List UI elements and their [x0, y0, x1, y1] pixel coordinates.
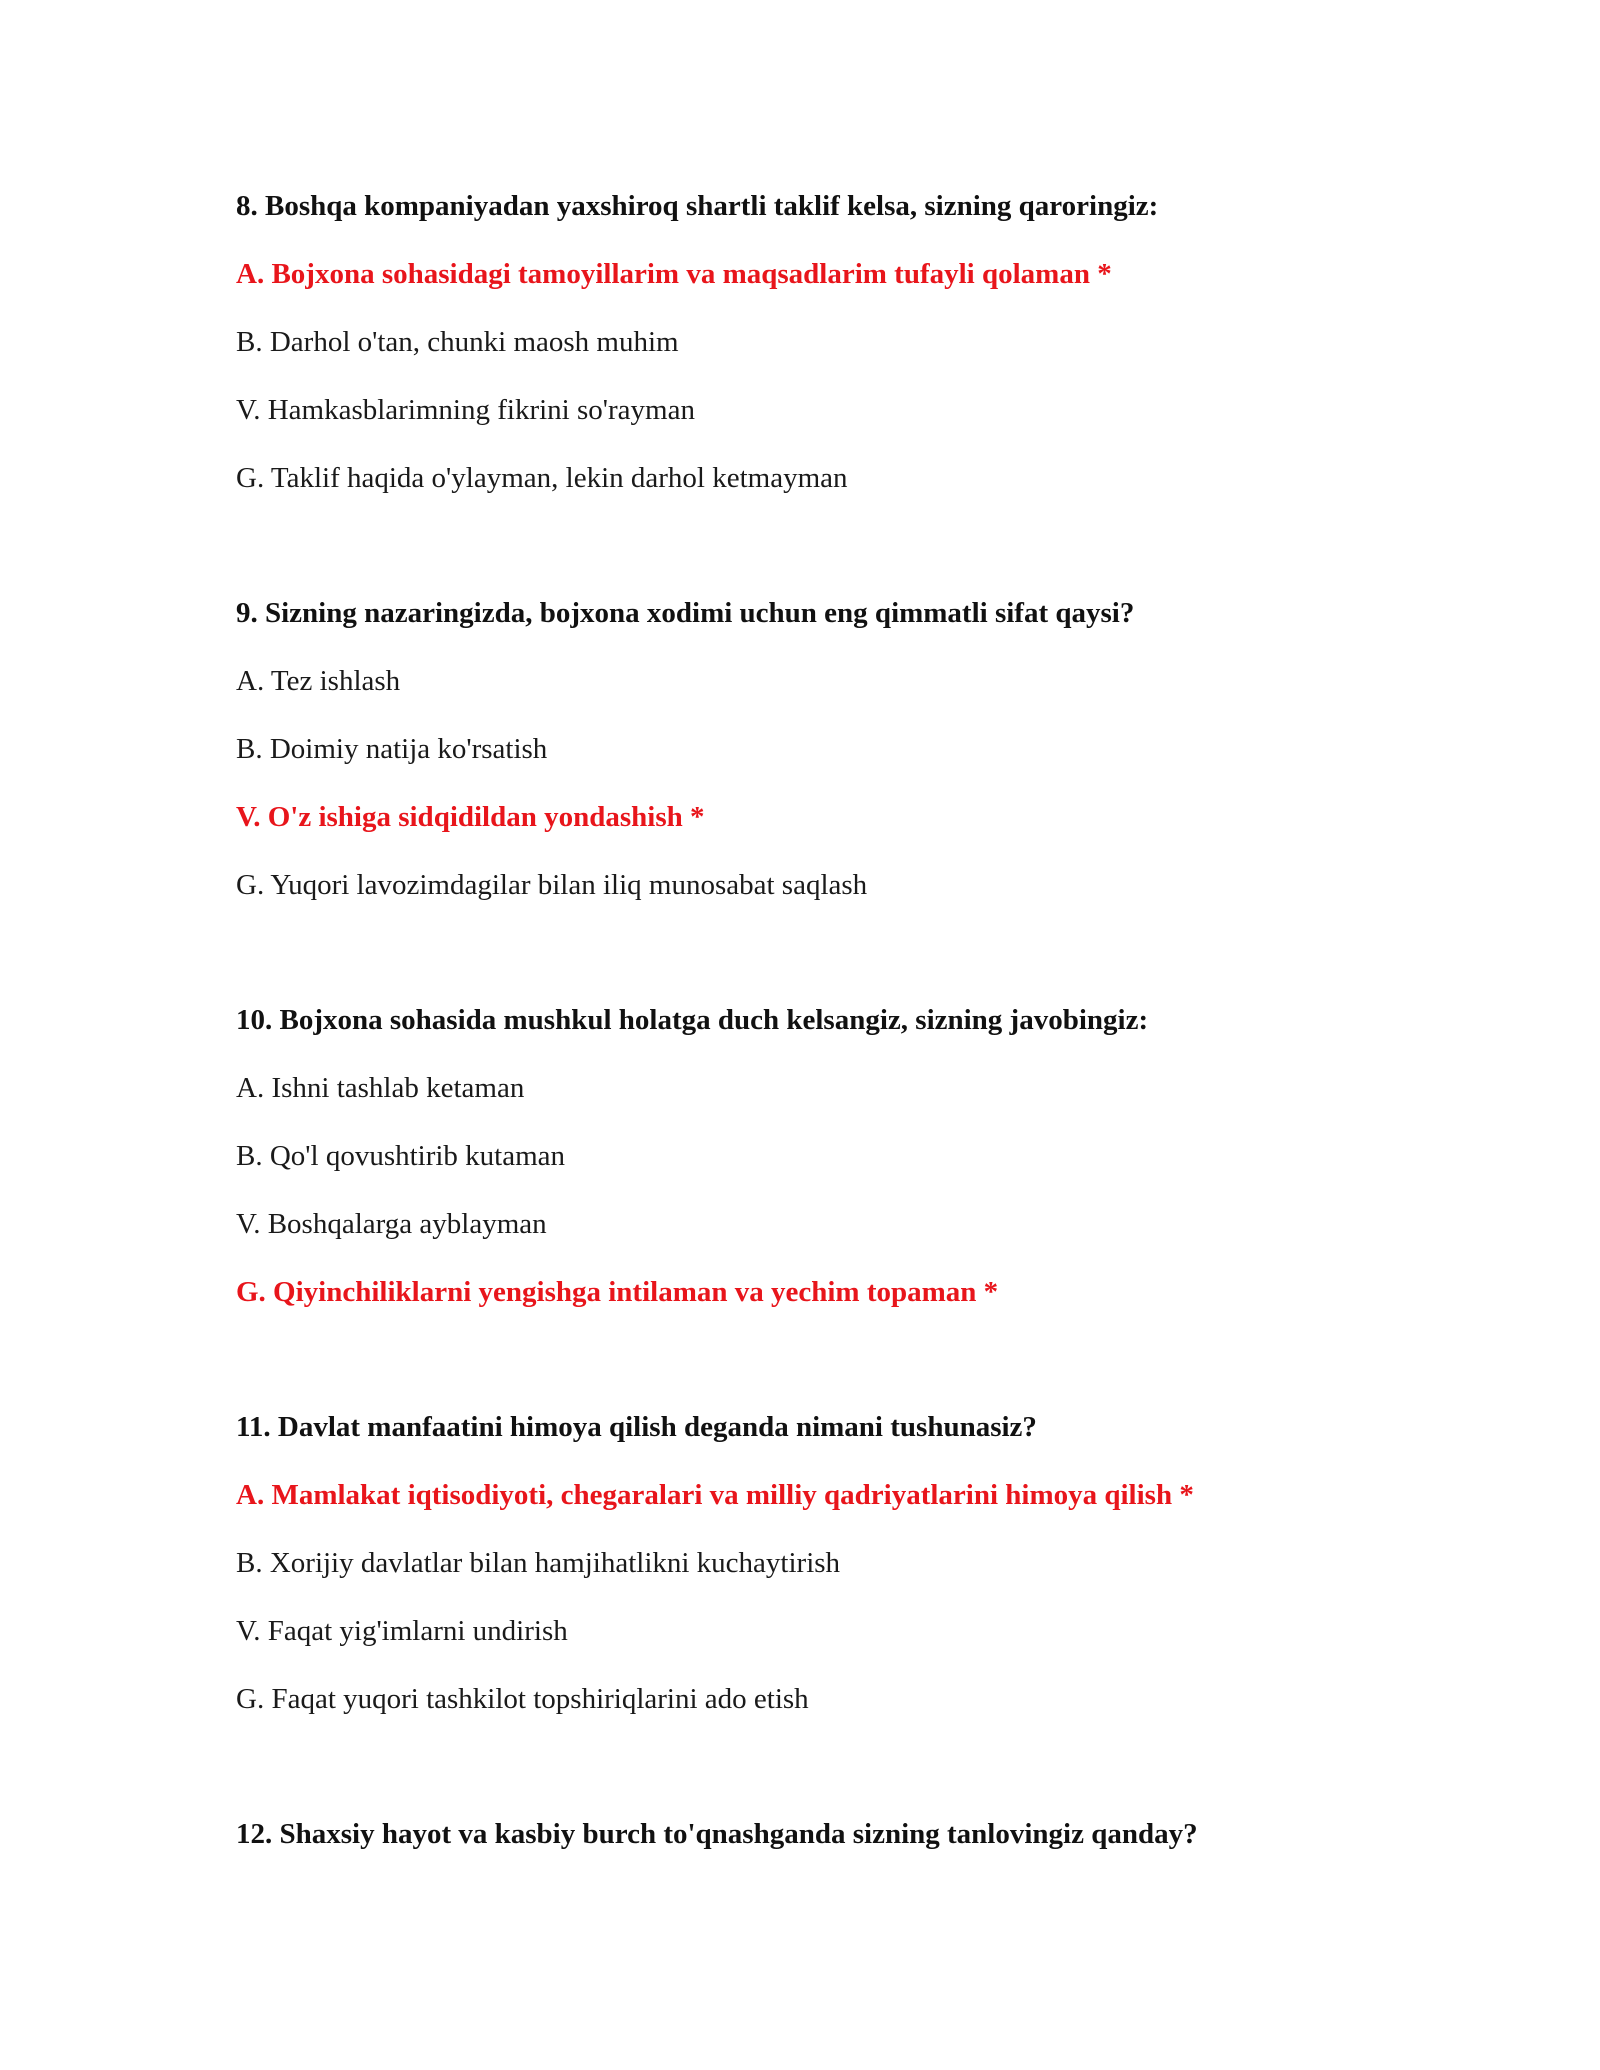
question-10-option-a: A. Ishni tashlab ketaman [236, 1072, 525, 1104]
question-10-option-b: B. Qo'l qovushtirib kutaman [236, 1140, 566, 1172]
question-8: 8. Boshqa kompaniyadan yaxshiroq shartli taklif kelsa, sizning qaroringiz: [236, 190, 1159, 222]
question-8-option-a-correct: A. Bojxona sohasidagi tamoyillarim va maqsadlarim tufayli qolaman * [236, 258, 1112, 290]
question-10-option-g-correct: G. Qiyinchiliklarni yengishga intilaman va yechim topaman * [236, 1276, 999, 1308]
question-11-option-v: V. Faqat yig'imlarni undirish [236, 1615, 568, 1647]
question-11-option-a-correct: A. Mamlakat iqtisodiyoti, chegaralari va milliy qadriyatlarini himoya qilish * [236, 1479, 1194, 1511]
question-9: 9. Sizning nazaringizda, bojxona xodimi uchun eng qimmatli sifat qaysi? [236, 597, 1135, 629]
question-10: 10. Bojxona sohasida mushkul holatga duch kelsangiz, sizning javobingiz: [236, 1004, 1149, 1036]
question-10-option-v: V. Boshqalarga ayblayman [236, 1208, 547, 1240]
question-9-option-v-correct: V. O'z ishiga sidqidildan yondashish * [236, 801, 705, 833]
question-8-option-v: V. Hamkasblarimning fikrini so'rayman [236, 394, 695, 426]
question-9-option-b: B. Doimiy natija ko'rsatish [236, 733, 548, 765]
question-11-option-g: G. Faqat yuqori tashkilot topshiriqlarini ado etish [236, 1683, 809, 1715]
question-12: 12. Shaxsiy hayot va kasbiy burch to'qnashganda sizning tanlovingiz qanday? [236, 1818, 1198, 1850]
question-11: 11. Davlat manfaatini himoya qilish deganda nimani tushunasiz? [236, 1411, 1037, 1443]
question-9-option-g: G. Yuqori lavozimdagilar bilan iliq munosabat saqlash [236, 869, 868, 901]
question-8-option-b: B. Darhol o'tan, chunki maosh muhim [236, 326, 679, 358]
question-11-option-b: B. Xorijiy davlatlar bilan hamjihatlikni kuchaytirish [236, 1547, 841, 1579]
question-8-option-g: G. Taklif haqida o'ylayman, lekin darhol ketmayman [236, 462, 848, 494]
question-9-option-a: A. Tez ishlash [236, 665, 401, 697]
